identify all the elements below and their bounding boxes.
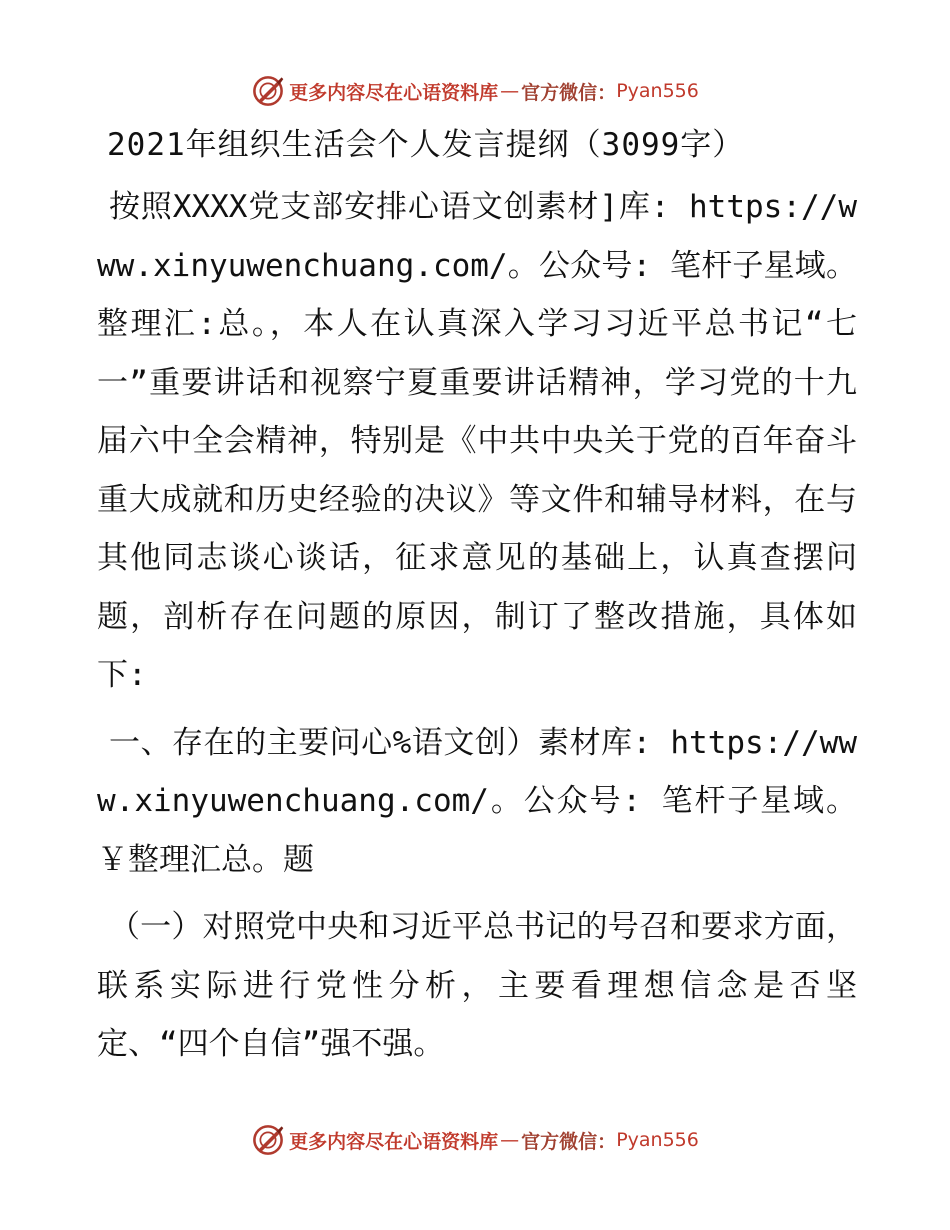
header-banner (0, 71, 950, 111)
banner-dash: — (500, 80, 520, 102)
banner-main-text: 更多内容尽在心语资料库 (289, 1130, 499, 1153)
document-body (97, 120, 857, 1083)
logo-icon (251, 74, 285, 108)
banner-wechat-id: Pyan556 (616, 1129, 699, 1151)
banner-main-text: 更多内容尽在心语资料库 (289, 81, 499, 104)
footer-banner (0, 1120, 950, 1160)
logo-icon (251, 1123, 285, 1157)
banner-sub-text: 官方微信： (521, 1130, 617, 1153)
document-title: 2021年组织生活会个人发言提纲（3099字） (107, 127, 745, 163)
banner-sub-text: 官方微信： (521, 81, 617, 104)
paragraph-intro: 按照XXXX党支部安排心语文创素材]库: https://www.xinyuwenchuang.com/。公众号: 笔杆子星域。整理汇:总。，本人在认真深入学习习近平总书记“七一”重要讲话和视察宁夏重要讲话精神，学习党的十九届六中全会精神，特别是《中共中央关于党的百年奋斗重大成就和历史经验的决议》等文件和辅导材料，在与其他同志谈心谈话，征求意见的基础上，认真查摆问题，剖析存在问题的原因，制订了整改措施，具体如下: (97, 189, 857, 693)
banner-dash: — (500, 1129, 520, 1151)
paragraph-subsection-1: （一）对照党中央和习近平总书记的号召和要求方面，联系实际进行党性分析，主要看理想信念是否坚定、“四个自信”强不强。 (97, 909, 857, 1062)
paragraph-section-heading: 一、存在的主要问心%语文创）素材库: https://www.xinyuwenchuang.com/。公众号: 笔杆子星域。￥整理汇总。题 (97, 724, 857, 878)
banner-wechat-id: Pyan556 (616, 80, 699, 102)
